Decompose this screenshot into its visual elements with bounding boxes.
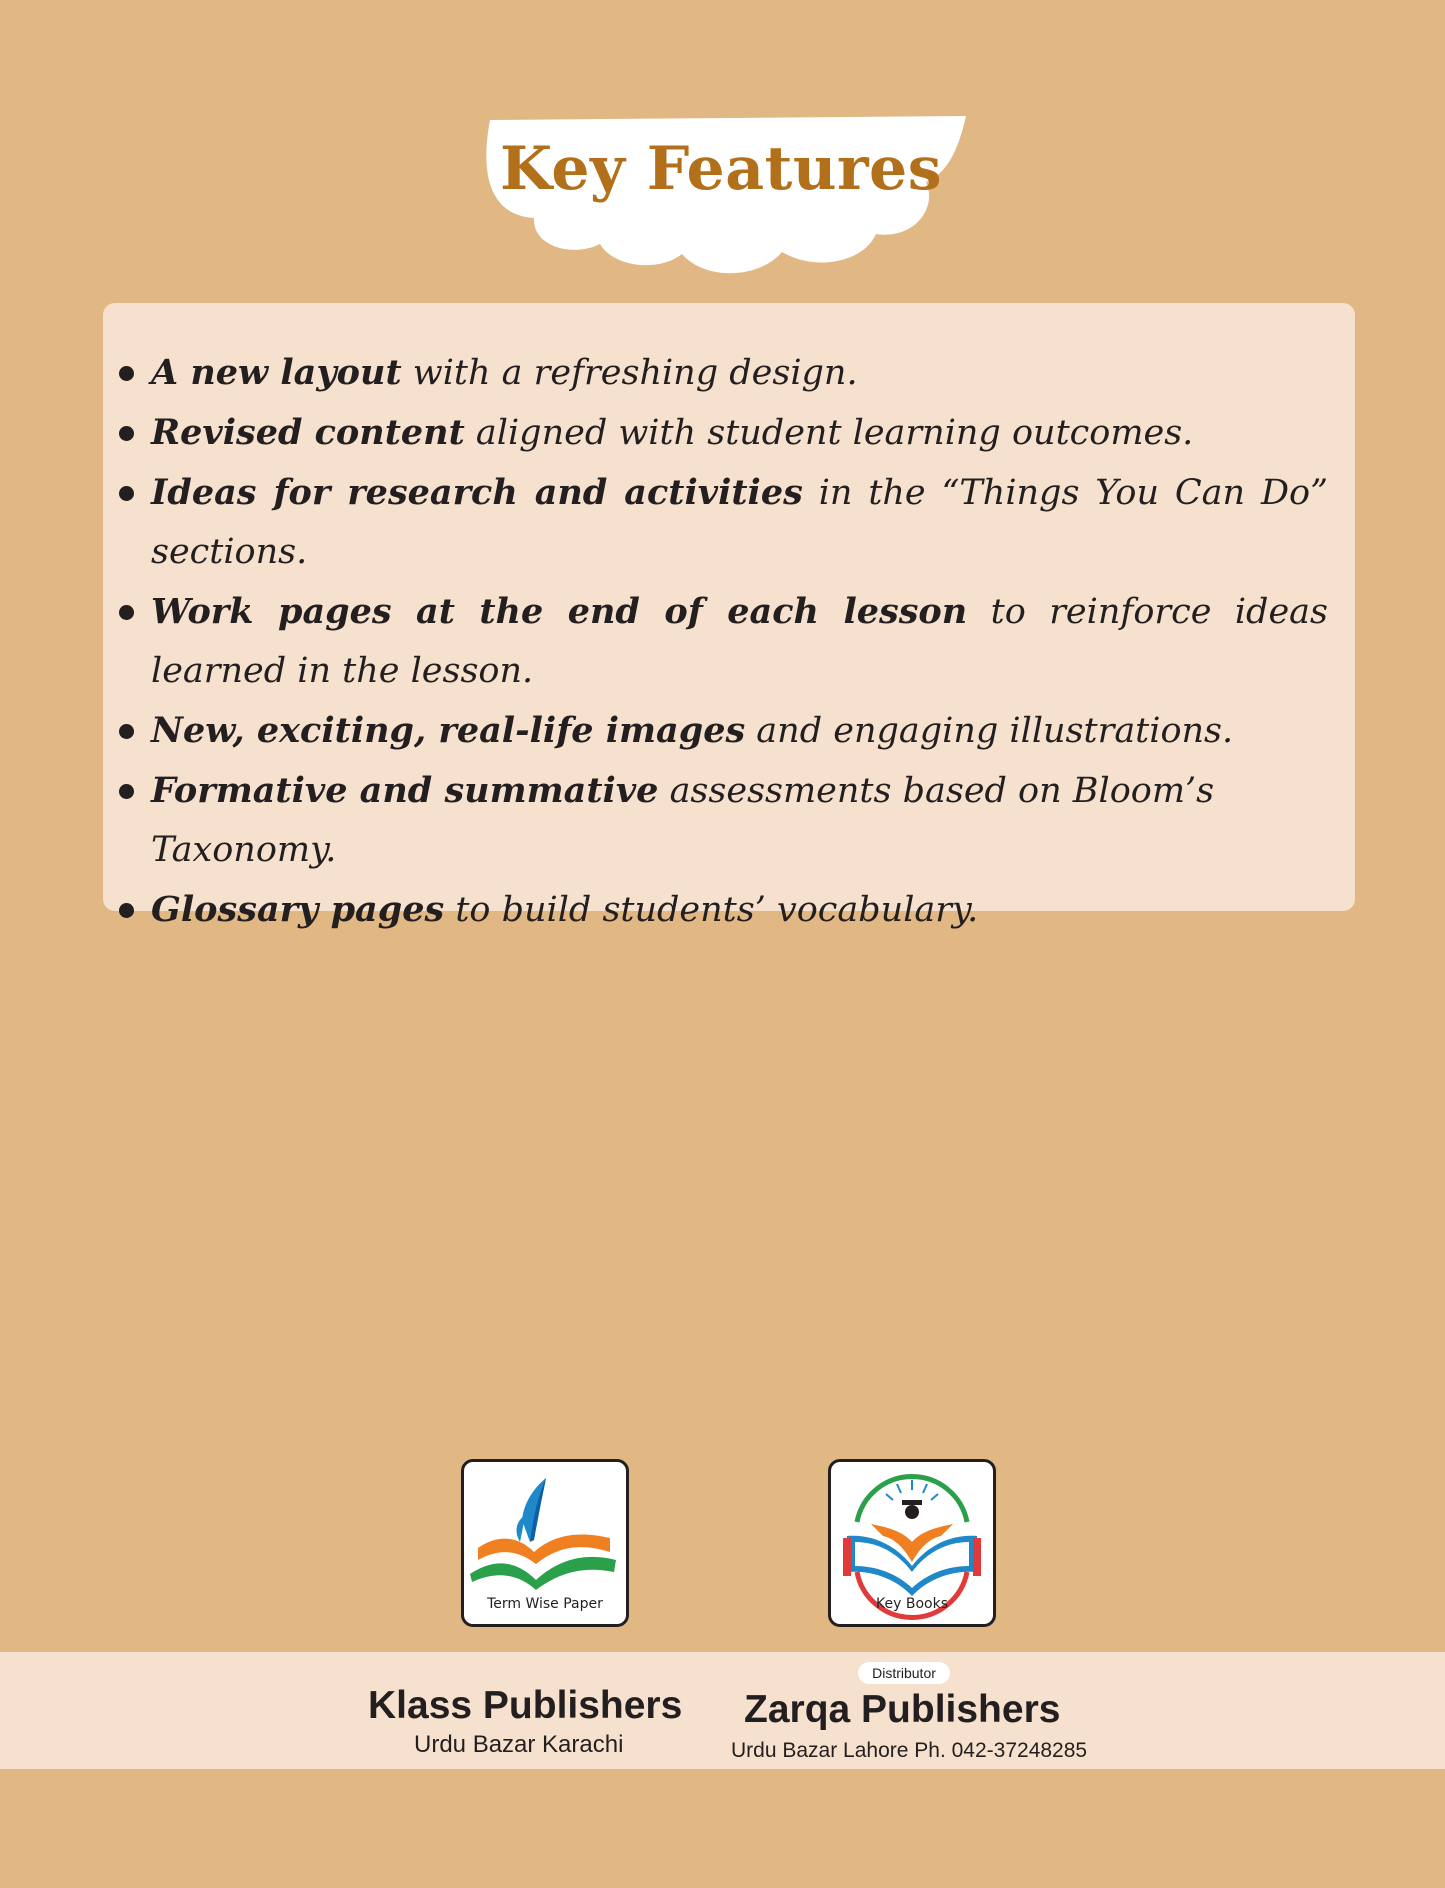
feature-item	[116, 701, 1328, 761]
logo-caption: Key Books	[876, 1596, 948, 1612]
page-title: Key Features	[499, 134, 943, 204]
feature-highlight: Work pages at the end of each lesson	[151, 591, 968, 632]
feature-text: to build students’ vocabulary.	[444, 890, 979, 930]
publisher-name-right: Zarqa Publishers	[744, 1688, 1061, 1731]
feature-text: with a refreshing design.	[401, 353, 858, 393]
feature-item	[116, 582, 1328, 701]
feature-highlight: Ideas for research and activities	[151, 472, 803, 513]
publisher-address-right: Urdu Bazar Lahore Ph. 042-37248285	[731, 1739, 1088, 1762]
bullet-icon	[119, 366, 134, 381]
feature-item	[116, 343, 1328, 403]
publisher-name-left: Klass Publishers	[368, 1684, 683, 1727]
bullet-icon	[119, 903, 134, 918]
feature-highlight: New, exciting, real-life images	[151, 710, 746, 751]
feature-highlight: Revised content	[151, 412, 465, 453]
features-list	[116, 343, 1328, 940]
publisher-address-left: Urdu Bazar Karachi	[414, 1731, 624, 1758]
feature-item	[116, 880, 1328, 940]
feature-text: aligned with student learning outcomes.	[464, 413, 1194, 453]
bullet-icon	[119, 605, 134, 620]
feature-text: to reinforce ideas learned in the lesson.	[151, 592, 1328, 691]
feature-item	[116, 403, 1328, 463]
bullet-icon	[119, 486, 134, 501]
feature-text: and engaging illustrations.	[745, 711, 1234, 751]
logo-caption: Term Wise Paper	[487, 1596, 603, 1612]
feature-highlight: A new layout	[151, 352, 402, 393]
distributor-badge: Distributor	[858, 1662, 950, 1684]
feature-highlight: Glossary pages	[151, 889, 445, 930]
feature-item	[116, 761, 1328, 880]
key-features-heading	[476, 112, 982, 287]
feature-text: in the “Things You Can Do” sections.	[151, 473, 1328, 572]
feature-text: assessments based on Bloom’s Taxonomy.	[151, 771, 1215, 870]
feature-highlight: Formative and summative	[151, 770, 659, 811]
bullet-icon	[119, 426, 134, 441]
term-wise-paper-logo	[461, 1459, 629, 1627]
bullet-icon	[119, 724, 134, 739]
feature-item	[116, 463, 1328, 582]
bullet-icon	[119, 784, 134, 799]
key-books-logo	[828, 1459, 996, 1627]
features-panel	[103, 303, 1355, 930]
publisher-band	[0, 1652, 1445, 1769]
